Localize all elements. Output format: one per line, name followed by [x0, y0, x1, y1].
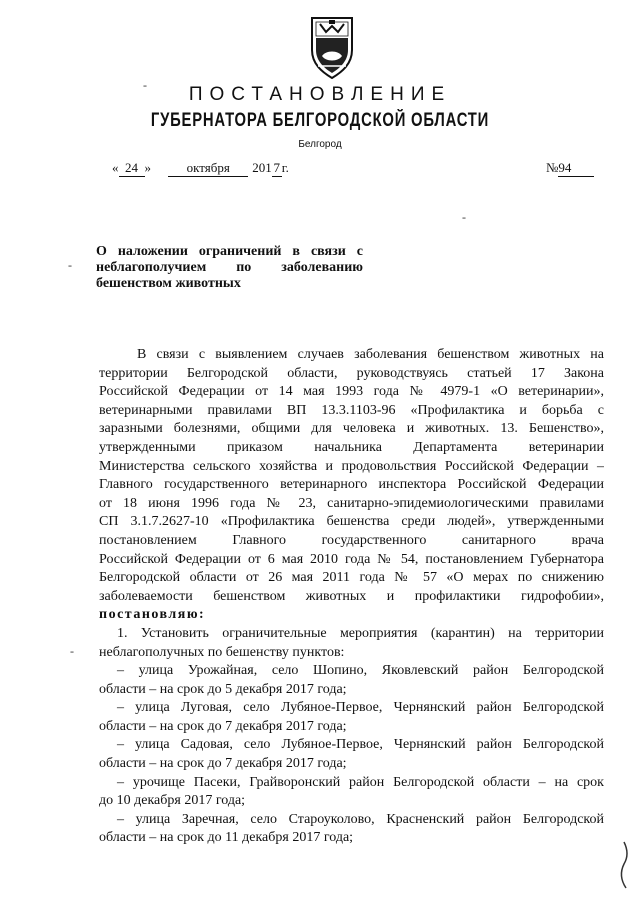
list-item: – улица Луговая, село Лубяное-Первое, Чернянский район Белгородской	[117, 700, 604, 716]
scan-mark: -	[143, 78, 147, 92]
date-day: 24	[119, 160, 145, 177]
list-item: – улица Садовая, село Лубяное-Первое, Чернянский район Белгородской	[117, 737, 604, 753]
date-year-abbr: г.	[281, 160, 289, 175]
scan-mark: -	[462, 210, 466, 224]
body-line: утвержденными приказом начальника Департамента ветеринарии	[99, 439, 604, 455]
date-year-suffix: 7	[273, 160, 280, 175]
body-line: 1. Установить ограничительные мероприятия (карантин) на территории	[117, 625, 604, 641]
list-item-continuation: до 10 декабря 2017 года;	[99, 793, 246, 809]
body-line: постановлением Главного государственного санитарного врача	[99, 532, 604, 548]
scan-mark: -	[68, 258, 72, 272]
date-year-prefix: 201	[252, 160, 272, 175]
date-month: октября	[168, 160, 248, 177]
heading-line: бешенством животных	[96, 276, 241, 291]
body-line: от 18 июня 1996 года № 23, санитарно-эпидемиологическими правилами	[99, 495, 604, 511]
scan-mark: -	[70, 644, 74, 658]
scan-edge-mark	[614, 840, 634, 890]
list-item: – урочище Пасеки, Грайворонский район Белгородской области – на срок	[117, 774, 604, 790]
body-line: ветеринарными правилами ВП 13.3.1103-96 «Профилактика и борьба с	[99, 402, 604, 418]
list-item: – улица Урожайная, село Шопино, Яковлевский район Белгородской	[117, 663, 604, 679]
number-value: 94	[558, 160, 594, 177]
document-number	[546, 160, 594, 177]
date-open-quote: «	[112, 160, 119, 175]
body-line: неблагополучных по бешенству пунктов:	[99, 644, 345, 660]
issuer-title: ГУБЕРНАТОРА БЕЛГОРОДСКОЙ ОБЛАСТИ	[150, 110, 490, 131]
coat-of-arms-emblem	[302, 12, 362, 82]
body-line: Российской Федерации от 14 мая 1993 года № 4979-1 «О ветеринарии»,	[99, 384, 604, 400]
body-line: В связи с выявлением случаев заболевания бешенством животных на	[137, 347, 604, 362]
list-item-continuation: области – на срок до 7 декабря 2017 года;	[99, 756, 347, 772]
heading-line: О наложении ограничений в связи с	[96, 244, 363, 259]
body-line: СП 3.1.7.2627-10 «Профилактика бешенства среди людей», утвержденными	[99, 514, 604, 530]
body-line: территории Белгородской области, руководствуясь статьей 17 Закона	[99, 365, 604, 381]
list-item-continuation: области – на срок до 11 декабря 2017 года;	[99, 830, 354, 846]
document-type-title: ПОСТАНОВЛЕНИЕ	[188, 84, 452, 105]
document-body	[99, 346, 604, 848]
body-line: Белгородской области от 26 мая 2011 года № 57 «О мерах по снижению	[99, 570, 604, 586]
document-date	[112, 160, 289, 177]
list-item-continuation: области – на срок до 5 декабря 2017 года;	[99, 681, 347, 697]
city-label: Белгород	[298, 139, 342, 150]
resolution-word: постановляю:	[99, 607, 206, 623]
document-heading	[96, 244, 363, 292]
list-item: – улица Заречная, село Староуколово, Красненский район Белгородской	[117, 811, 604, 827]
body-line: Министерства сельского хозяйства и продовольствия Российской Федерации –	[99, 458, 604, 474]
date-close-quote: »	[144, 160, 151, 175]
body-line: заболеваемости бешенством животных и профилактики гидрофобии»,	[99, 588, 604, 604]
body-line: заразными болезнями, общими для человека и животных. 13. Бешенство»,	[99, 421, 604, 437]
body-line: Российской Федерации от 6 мая 2010 года № 54, постановлением Губернатора	[99, 551, 604, 567]
body-line: Главного государственного ветеринарного инспектора Российской Федерации	[99, 477, 604, 493]
number-sign: №	[546, 160, 559, 175]
list-item-continuation: области – на срок до 7 декабря 2017 года;	[99, 718, 347, 734]
heading-line: неблагополучием по заболеванию	[96, 260, 363, 275]
